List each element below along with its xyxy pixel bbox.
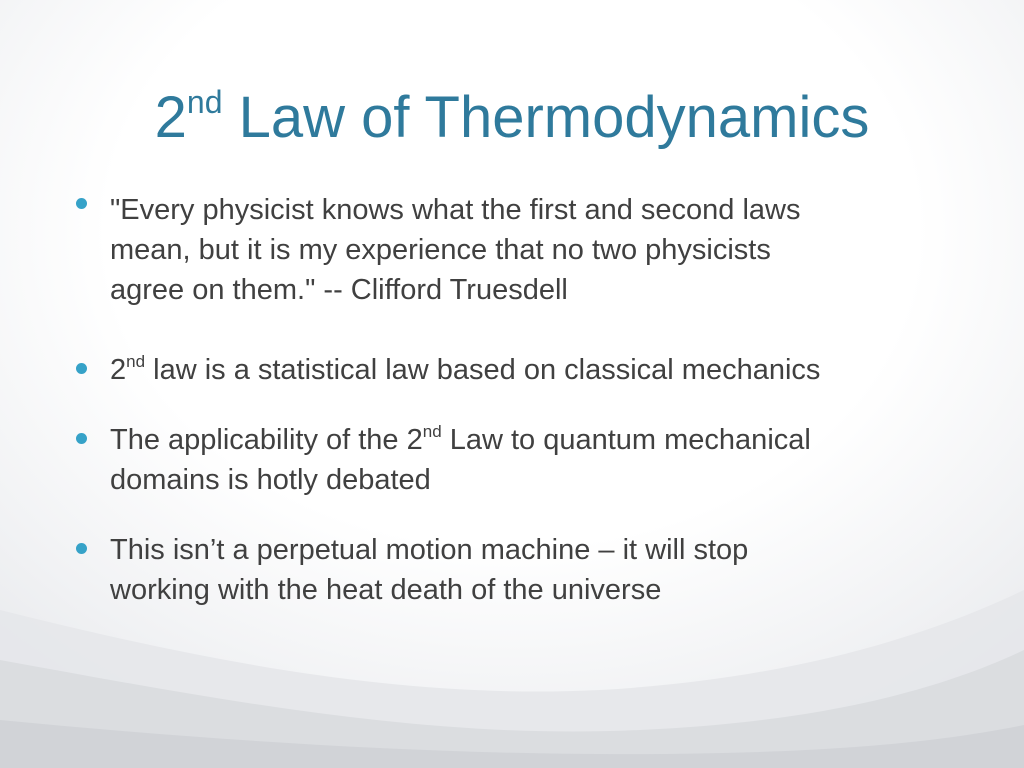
bullet-dot-icon xyxy=(76,543,87,554)
bullet-text xyxy=(110,530,970,610)
bullet-dot-icon xyxy=(76,363,87,374)
title-superscript: nd xyxy=(186,84,223,120)
bullet-text xyxy=(110,190,970,310)
bullet-text-rest: law is a statistical law based on classical mechanics xyxy=(145,354,821,386)
bullet-text-prefix: 2 xyxy=(110,354,127,386)
bullet-line: working with the heat death of the universe xyxy=(110,574,662,606)
bullet-text-prefix: The applicability of the 2 xyxy=(110,424,423,456)
bullet-superscript: nd xyxy=(422,422,442,441)
title-rest: Law of Thermodynamics xyxy=(222,85,870,150)
bullet-line: This isn’t a perpetual motion machine – it will stop xyxy=(110,534,749,566)
bullet-line: "Every physicist knows what the first and second laws xyxy=(110,194,801,226)
bullet-dot-icon xyxy=(76,433,87,444)
bullet-dot-icon xyxy=(76,198,87,209)
bullet-text-rest: Law to quantum mechanical xyxy=(441,424,811,456)
title-prefix: 2 xyxy=(154,85,187,150)
bullet-superscript: nd xyxy=(126,352,146,371)
bullet-text xyxy=(110,350,970,390)
bullet-line: agree on them." -- Clifford Truesdell xyxy=(110,274,568,306)
bullet-text xyxy=(110,420,970,500)
bullet-line: mean, but it is my experience that no two physicists xyxy=(110,234,771,266)
bullet-line: domains is hotly debated xyxy=(110,464,431,496)
